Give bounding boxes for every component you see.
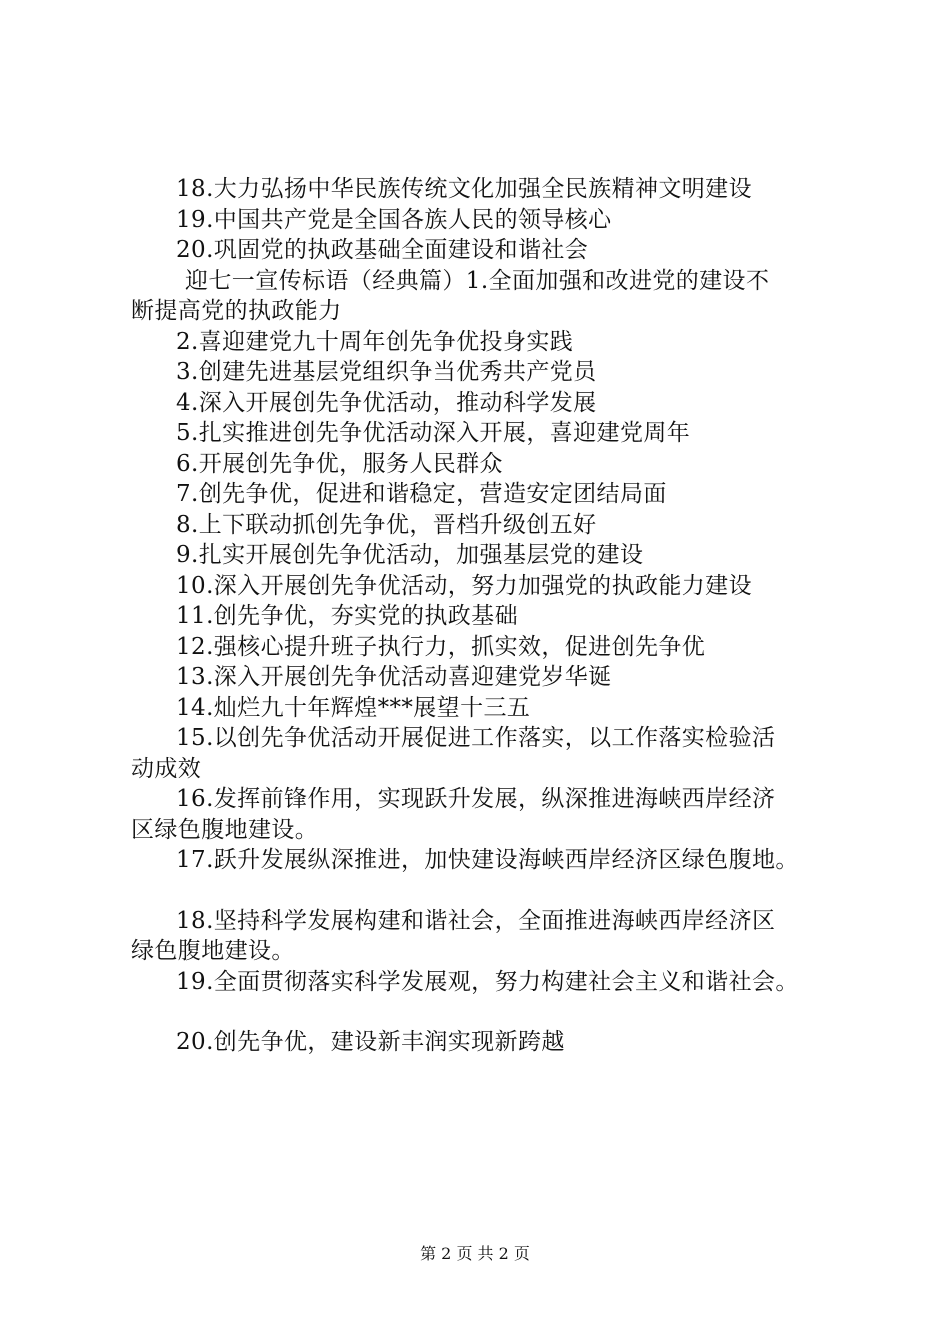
text-line: 6.开展创先争优，服务人民群众	[176, 450, 503, 477]
text-line: 5.扎实推进创先争优活动深入开展，喜迎建党周年	[176, 420, 691, 446]
text-line: 12.强核心提升班子执行力，抓实效，促进创先争优	[176, 633, 706, 660]
text-line: 区绿色腹地建设。	[131, 816, 319, 843]
text-line: 8.上下联动抓创先争优，晋档升级创五好	[176, 511, 597, 538]
text-line: 7.创先争优，促进和谐稳定，营造安定团结局面	[176, 481, 667, 507]
text-line: 20.创先争优，建设新丰润实现新跨越	[176, 1029, 565, 1055]
text-line: 2.喜迎建党九十周年创先争优投身实践	[176, 328, 574, 355]
text-line: 18.大力弘扬中华民族传统文化加强全民族精神文明建设	[176, 176, 752, 202]
text-line: 4.深入开展创先争优活动，推动科学发展	[176, 389, 597, 416]
text-line: 动成效	[131, 755, 202, 782]
text-line: 15.以创先争优活动开展促进工作落实，以工作落实检验活	[176, 725, 776, 751]
text-line: 18.坚持科学发展构建和谐社会，全面推进海峡西岸经济区	[176, 907, 776, 934]
page-footer: 第 2 页 共 2 页	[420, 1244, 530, 1263]
blank-line	[131, 876, 843, 906]
section-heading-line: 迎七一宣传标语（经典篇）1.全面加强和改进党的建设不	[185, 267, 770, 294]
text-line: 13.深入开展创先争优活动喜迎建党岁华诞	[176, 664, 612, 690]
text-line: 11.创先争优，夯实党的执政基础	[176, 603, 518, 629]
text-line: 断提高党的执政能力	[131, 298, 342, 324]
blank-line	[131, 997, 843, 1027]
text-line: 17.跃升发展纵深推进，加快建设海峡西岸经济区绿色腹地。	[176, 847, 799, 873]
text-line: 9.扎实开展创先争优活动，加强基层党的建设	[176, 542, 644, 568]
text-line: 10.深入开展创先争优活动，努力加强党的执政能力建设	[176, 572, 752, 599]
text-line: 20.巩固党的执政基础全面建设和谐社会	[176, 237, 589, 263]
text-line: 14.灿烂九十年辉煌***展望十三五	[176, 694, 531, 721]
text-line: 19.全面贯彻落实科学发展观，努力构建社会主义和谐社会。	[176, 968, 799, 995]
text-line: 19.中国共产党是全国各族人民的领导核心	[176, 206, 612, 233]
text-line: 绿色腹地建设。	[131, 938, 295, 964]
document-body	[131, 174, 843, 1058]
text-line: 3.创建先进基层党组织争当优秀共产党员	[176, 359, 597, 385]
text-line: 16.发挥前锋作用，实现跃升发展，纵深推进海峡西岸经济	[176, 786, 776, 812]
